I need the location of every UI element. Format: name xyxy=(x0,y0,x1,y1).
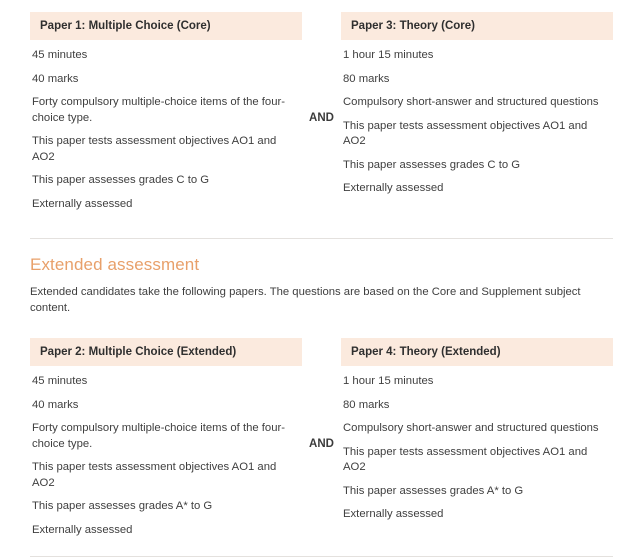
paper-detail-line: Compulsory short-answer and structured questions xyxy=(343,422,599,434)
paper-4-title: Paper 4: Theory (Extended) xyxy=(341,338,613,366)
extended-connector-column xyxy=(302,338,341,450)
paper-detail-line: Forty compulsory multiple-choice items of the four-choice type. xyxy=(32,96,286,124)
paper-detail-line: Externally assessed xyxy=(343,508,444,520)
paper-detail-line: This paper tests assessment objectives AO1 and AO2 xyxy=(32,461,277,489)
paper-detail-line: This paper assesses grades A* to G xyxy=(32,500,213,512)
paper-detail-line: This paper tests assessment objectives AO1 and AO2 xyxy=(343,119,588,147)
paper-detail-line: This paper assesses grades A* to G xyxy=(343,484,524,497)
paper-card-paper-3 xyxy=(341,12,613,205)
paper-detail-line: Externally assessed xyxy=(32,523,133,536)
paper-detail-line: 40 marks xyxy=(32,72,79,85)
paper-detail-line: 1 hour 15 minutes xyxy=(343,49,434,61)
paper-detail-line: Forty compulsory multiple-choice items of the four-choice type. xyxy=(32,422,286,450)
paper-1-details xyxy=(30,40,302,212)
core-connector-column xyxy=(302,12,341,124)
paper-2-title: Paper 2: Multiple Choice (Extended) xyxy=(30,338,302,366)
paper-detail-line: 80 marks xyxy=(343,398,390,411)
paper-card-paper-4 xyxy=(341,338,613,531)
paper-detail-line: This paper assesses grades C to G xyxy=(343,158,521,171)
paper-detail-line: 40 marks xyxy=(32,398,79,411)
paper-card-paper-2 xyxy=(30,338,302,546)
paper-detail-line: Externally assessed xyxy=(32,197,133,210)
paper-4-details xyxy=(341,366,613,523)
paper-detail-line: 45 minutes xyxy=(32,49,88,61)
section-divider xyxy=(30,238,613,239)
section-heading-extended-assessment: Extended assessment xyxy=(30,255,200,274)
paper-detail-line: This paper tests assessment objectives AO1 and AO2 xyxy=(32,135,277,163)
extended-papers-block xyxy=(0,316,643,546)
paper-detail-line: Externally assessed xyxy=(343,182,444,194)
paper-1-title: Paper 1: Multiple Choice (Core) xyxy=(30,12,302,40)
paper-detail-line: 1 hour 15 minutes xyxy=(343,375,434,387)
paper-3-details xyxy=(341,40,613,197)
paper-detail-line: This paper assesses grades C to G xyxy=(32,174,210,186)
paper-detail-line: 80 marks xyxy=(343,72,390,85)
paper-detail-line: Compulsory short-answer and structured questions xyxy=(343,96,599,108)
paper-card-paper-1 xyxy=(30,12,302,220)
paper-detail-line: This paper tests assessment objectives AO1 and AO2 xyxy=(343,445,588,473)
paper-detail-line: 45 minutes xyxy=(32,375,88,387)
paper-3-title: Paper 3: Theory (Core) xyxy=(341,12,613,40)
section-intro-text: Extended candidates take the following papers. The questions are based on the Core and Supplement subject content. xyxy=(30,286,581,314)
core-papers-block xyxy=(0,0,643,220)
paper-2-details xyxy=(30,366,302,538)
and-connector-label: AND xyxy=(309,112,334,124)
and-connector-label: AND xyxy=(309,438,334,450)
